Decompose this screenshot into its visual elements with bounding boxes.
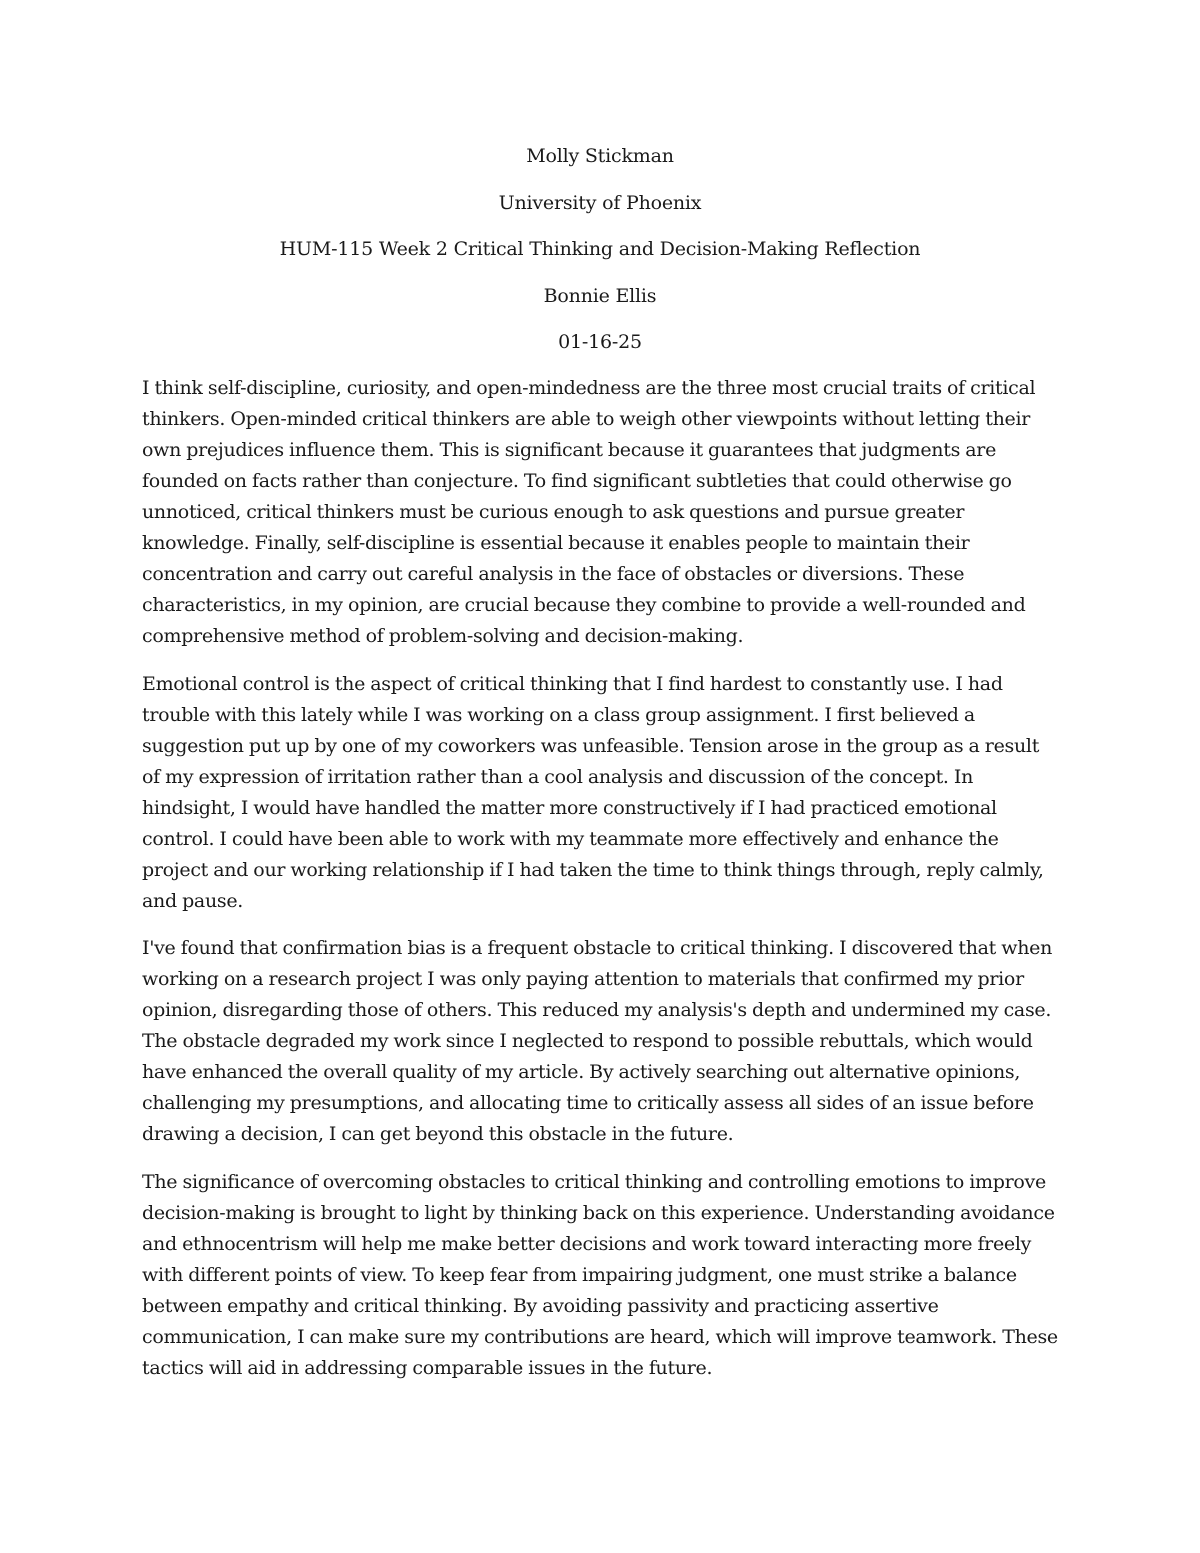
- paragraph-emotional-control: Emotional control is the aspect of critical thinking that I find hardest to constantly use. I had trouble with this lately while I was working on a class group assignment. I first believed a suggestion put up by one of my coworkers was unfeasible. Tension arose in the group as a result of my expression of irritation rather than a cool analysis and discussion of the concept. In hindsight, I would have handled the matter more constructively if I had practiced emotional control. I could have been able to work with my teammate more effectively and enhance the project and our working relationship if I had taken the time to think things through, reply calmly, and pause.: [142, 672, 1044, 912]
- paragraph-traits: I think self-discipline, curiosity, and open-mindedness are the three most crucial traits of critical thinkers. Open-minded critical thinkers are able to weigh other viewpoints without letting their own prejudices influence them. This is significant because it guarantees that judgments are founded on facts rather than conjecture. To find significant subtleties that could otherwise go unnoticed, critical thinkers must be curious enough to ask questions and pursue greater knowledge. Finally, self-discipline is essential because it enables people to maintain their concentration and carry out careful analysis in the face of obstacles or diversions. These characteristics, in my opinion, are crucial because they combine to provide a well-rounded and comprehensive method of problem-solving and decision-making.: [142, 377, 1036, 647]
- author-name: Molly Stickman: [526, 145, 674, 167]
- institution-name: University of Phoenix: [498, 191, 702, 214]
- assignment-title: HUM-115 Week 2 Critical Thinking and Decision-Making Reflection: [279, 238, 921, 260]
- paragraph-confirmation-bias: I've found that confirmation bias is a frequent obstacle to critical thinking. I discovered that when working on a research project I was only paying attention to materials that confirmed my prior opinion, disregarding those of others. This reduced my analysis's depth and undermined my case. The obstacle degraded my work since I neglected to respond to possible rebuttals, which would have enhanced the overall quality of my article. By actively searching out alternative opinions, challenging my presumptions, and allocating time to critically assess all sides of an issue before drawing a decision, I can get beyond this obstacle in the future.: [142, 937, 1053, 1145]
- title-block: [142, 140, 1058, 373]
- document-date: 01-16-25: [558, 331, 642, 353]
- paragraph-conclusion: The significance of overcoming obstacles to critical thinking and controlling emotions to improve decision-making is brought to light by thinking back on this experience. Understanding avoidance and ethnocentrism will help me make better decisions and work toward interacting more freely with different points of view. To keep fear from impairing judgment, one must strike a balance between empathy and critical thinking. By avoiding passivity and practicing assertive communication, I can make sure my contributions are heard, which will improve teamwork. These tactics will aid in addressing comparable issues in the future.: [142, 1170, 1058, 1379]
- essay-body: [142, 373, 1060, 1400]
- instructor-name: Bonnie Ellis: [543, 284, 657, 307]
